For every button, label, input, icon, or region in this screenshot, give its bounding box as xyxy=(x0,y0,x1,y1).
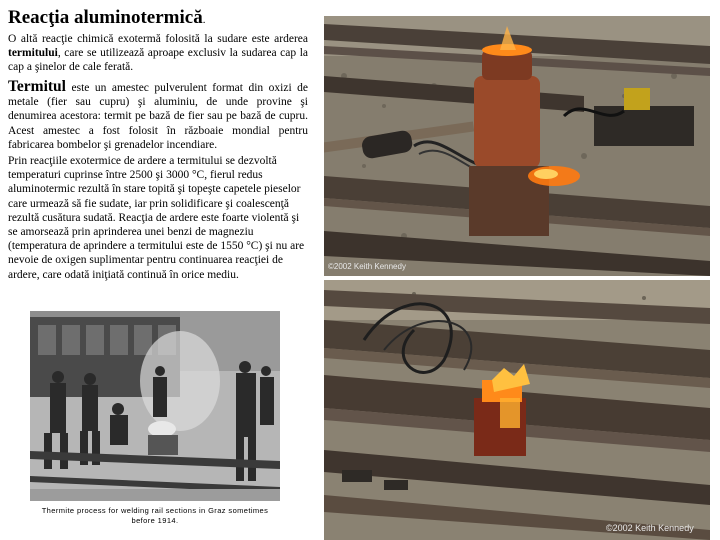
definition-term: Termitul xyxy=(8,78,66,95)
thermite-welding-photo-top xyxy=(324,16,710,276)
intro-paragraph: O altă reacţie chimică exotermă folosită la sudare este arderea termitului, care se utilizează aproape exclusiv la sudarea cap la cap a şinelor de cale ferată. xyxy=(8,33,308,74)
historic-photo-caption: Thermite process for welding rail sections in Graz sometimes before 1914. xyxy=(41,506,269,525)
photo-credit-bottom: ©2002 Keith Kennedy xyxy=(606,523,694,533)
slide-title: Reacţia aluminotermică. xyxy=(8,7,206,28)
intro-bold-term: termitului xyxy=(8,47,58,60)
definition-paragraph: Termitul este un amestec pulverulent format din oxizi de metale (fier sau cupru) şi aluminiu, de unde provine şi denumirea acestora: termit pe bază de fier sau pe bază de cupru. Acest amestec a fost folosit în războaie mondial pentru fabricarea bombelor şi grenadelor incendiare. xyxy=(8,78,308,151)
photo-credit-top: ©2002 Keith Kennedy xyxy=(328,262,406,271)
historic-graz-photo xyxy=(30,311,280,501)
thermite-welding-photo-bottom xyxy=(324,280,710,540)
process-paragraph: Prin reacţiile exotermice de ardere a termitului se dezvoltă temperaturi cuprinse între 2500 şi 3000 °C, fierul redus aluminotermic rezultă în stare topită şi topeşte capetele pieselor care urmează să fie sudate, iar prin solidificare şi coalescenţă rezultă cusătura sudată. Reacţia de ardere este foarte violentă şi se amorsează prin aprinderea unei benzi de magneziu (temperatura de aprindere a termitului este de 1550 °C) şi nu are nevoie de oxigen suplimentar pentru continuarea reacţiei de ardere, care odată iniţiată continuă în orice mediu. xyxy=(8,155,305,281)
